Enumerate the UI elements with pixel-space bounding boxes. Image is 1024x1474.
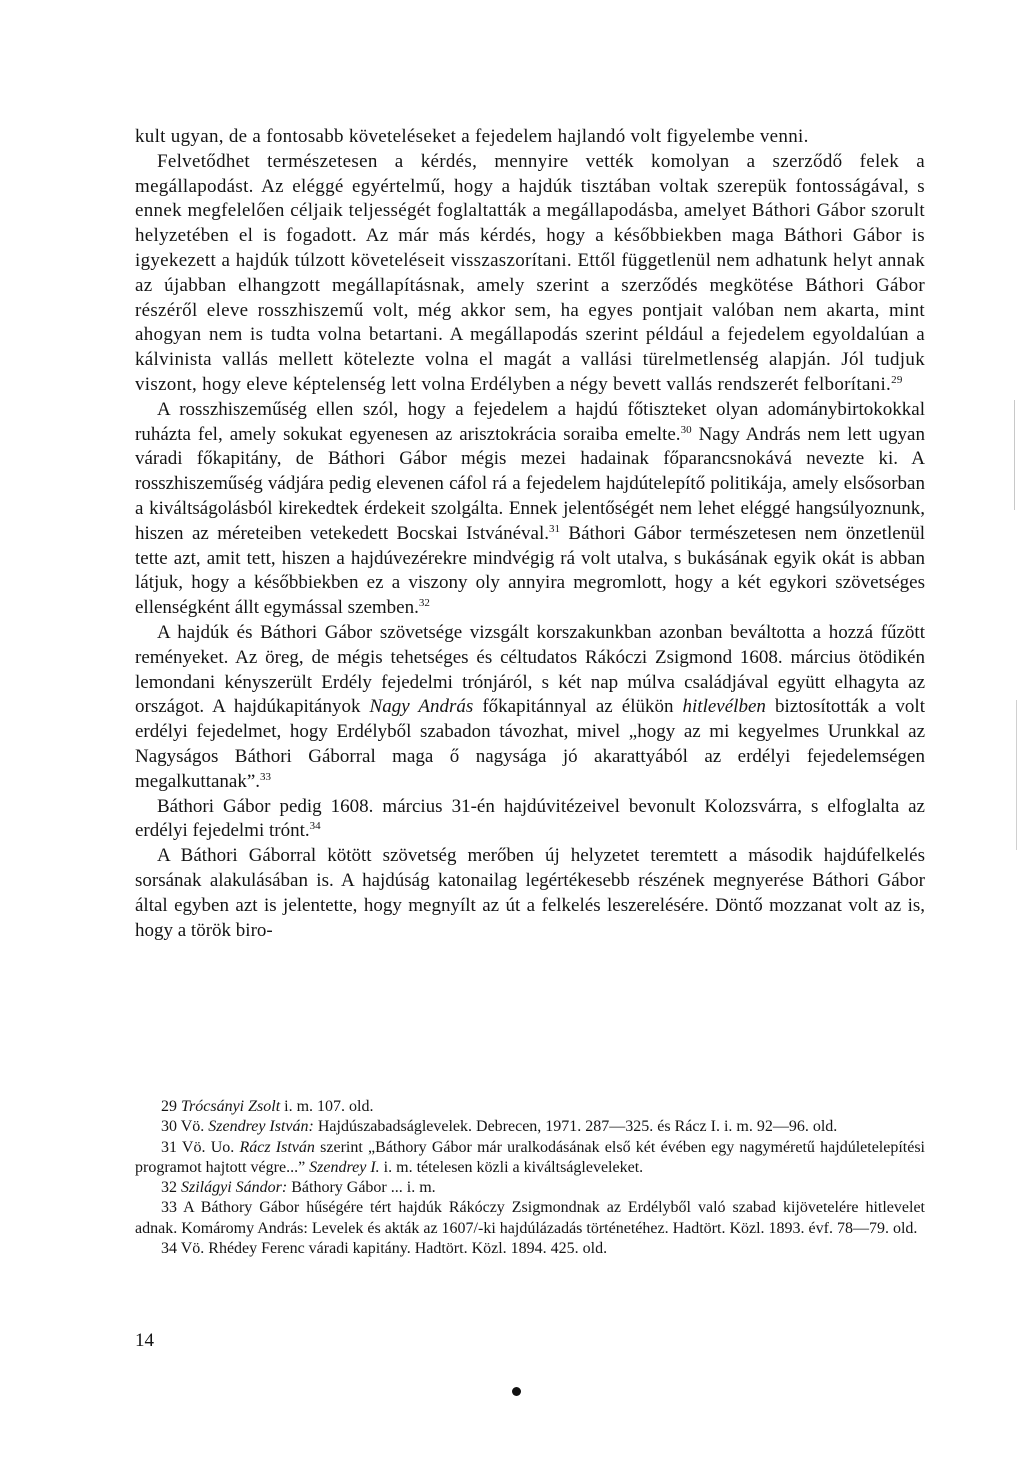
paragraph-4: [135, 621, 925, 795]
text-run: biztosították a volt erdélyi fejedelmet, hogy Erdélyből szabadon távozhat, mivel „hogy az mi kegyelmes Urunkkal az Nagyságos Báthori Gáborral maga ő nagysága jó akarattyából az erdélyi fejedelemségen megalkuttanak”.: [135, 696, 925, 792]
text-run: kult ugyan, de a fontosabb követeléseket a fejedelem hajlandó volt figyelembe venni.: [135, 126, 809, 147]
text-run: Báthori Gábor pedig 1608. március 31-én hajdúvitézeivel bevonult Kolozsvárra, s elfoglalta az erdélyi fejedelmi trónt.: [135, 795, 925, 842]
paragraph-1: [135, 125, 925, 150]
text-run: Nagy András nem lett ugyan váradi főkapitány, de Báthori Gábor mégis mezei hadainak főparancsnokává nevezte ki. A rosszhiszeműség vádjára pedig elevenen cáfol rá a fejedelem hajdútelepítő politikája, amely elsősorban a kiváltságolásból kirekedtek érdekeit szolgálta. Ennek jelentőségét nem lehet eléggé hangsúlyoznunk, hiszen az méreteiben vetekedett Bocskai Istvánéval.: [135, 423, 925, 544]
italic-run: hitlevélben: [682, 696, 766, 718]
text-run: Báthory Gábor ... i. m.: [287, 1179, 436, 1197]
italic-run: Trócsányi Zsolt: [181, 1098, 281, 1115]
footnote-34: [135, 1239, 925, 1259]
footnote-ref: 30: [680, 423, 692, 436]
footnote-33: [135, 1198, 925, 1239]
text-run: Báthori Gábor természetesen nem önzetlenül tette azt, amit tett, hiszen a hajdúvezérekre mindvégig rá volt utalva, s bukásának egyik okát is abban látjuk, hogy a későbbiekben ez a viszony oly annyira megromlott, hogy a két egykori szövetséges ellenségként állt egymással szemben.: [135, 522, 925, 619]
body-text: [135, 125, 925, 943]
text-run: 30 Vö.: [161, 1118, 209, 1136]
italic-run: Nagy András: [369, 696, 474, 718]
text-run: Hajdúszabadságlevelek. Debrecen, 1971. 287—325. és Rácz I. i. m. 92—96. old.: [313, 1118, 838, 1136]
paragraph-6: [135, 844, 925, 943]
text-run: 29: [161, 1098, 181, 1115]
text-run: i. m. tételesen közli a kiváltságleveleket.: [379, 1158, 644, 1176]
footnote-32: [135, 1178, 925, 1198]
text-run: főkapitánnyal az élükön: [473, 696, 683, 718]
footnote-ref: 34: [309, 820, 321, 833]
text-run: A hajdúk és Báthori Gábor szövetsége vizsgált korszakunkban azonban beváltotta a hozzá fűzött reményeket. Az öreg, de mégis tehetséges és céltudatos Rákóczi Zsigmond 1608. március ötödikén lemondani kényszerült Erdély fejedelmi trónjáról, s két nap múlva családjával együtt elhagyta az országot. A hajdúkapitányok: [135, 621, 925, 718]
text-run: 33 A Báthory Gábor hűségére tért hajdúk Rákóczy Zsigmondnak az Erdélyből való szabad kijövetelére hitlevelet adnak. Komáromy András: Levelek és akták az 1607/-ki hajdúlázadás történetéhez. Hadtört. Közl. 1893. évf. 78—79. old.: [135, 1199, 925, 1237]
italic-run: Szilágyi Sándor:: [181, 1179, 288, 1197]
text-run: A Báthori Gáborral kötött szövetség merőben új helyzetet teremtett a második hajdúfelkelés sorsának alakulásában is. A hajdúság katonailag legértékesebb részének megnyerése Báthori Gábor által egyben azt is jelentette, hogy megnyílt az út a felkelés leszerelésére. Döntő mozzanat volt az is, hogy a török biro-: [135, 845, 925, 941]
footnote-ref: 29: [891, 373, 903, 386]
footnotes: [135, 1097, 925, 1259]
footnote-ref: 32: [418, 597, 430, 610]
footnote-29: [135, 1097, 925, 1117]
text-run: Felvetődhet természetesen a kérdés, mennyire vették komolyan a szerződő felek a megállapodást. Az eléggé egyértelmű, hogy a hajdúk tisztában voltak szerepük fontosságával, s ennek megfelelően céljaik teljességét foglaltatták a megállapodásba, amelyet Báthori Gábor szorult helyzetében el is fogadott. Az már más kérdés, hogy a későbbiekben maga Báthori Gábor is igyekezett a hajdúk túlzott követeléseit visszaszorítani. Ettől függetlenül nem adhatunk helyt annak az újabban elhangzott megállapításnak, amely szerint a szerződés megkötése Báthori Gábor részéről eleve rosszhiszemű volt, még akkor sem, ha egyes pontjait valóban nem akarta, mint ahogyan nem is tudta volna betartani. A megállapodás szerint például a fejedelem egyoldalúan a kálvinista vallás mellett kötelezte volna el magát a vallási türelmetlenség alapján. Jól tudjuk viszont, hogy eleve képtelenség lett volna Erdélyben a négy bevett vallás rendszerét felborítani.: [135, 150, 925, 395]
print-dot: [512, 1387, 521, 1396]
text-run: A rosszhiszeműség ellen szól, hogy a fejedelem a hajdú főtiszteket olyan adománybirtokokkal ruházta fel, amely sokukat egyenesen az arisztokrácia soraiba emelte.: [135, 398, 925, 445]
italic-run: Szendrey István:: [208, 1118, 314, 1136]
text-run: 31 Vö. Uo.: [161, 1138, 240, 1156]
text-run: szerint „Báthory Gábor már uralkodásának első két évében egy nagyméretű hajdúletelepítési programot hajtott végre...”: [135, 1138, 926, 1176]
footnote-31: [135, 1138, 925, 1179]
footnote-ref: 31: [549, 522, 561, 535]
paragraph-2: [135, 150, 925, 398]
text-run: 32: [161, 1179, 181, 1197]
scan-edge-mark: [1014, 400, 1015, 510]
page-number: 14: [135, 1330, 154, 1351]
paragraph-5: [135, 795, 925, 845]
text-run: 34 Vö. Rhédey Ferenc váradi kapitány. Hadtört. Közl. 1894. 425. old.: [161, 1240, 608, 1258]
paragraph-3: [135, 398, 925, 621]
italic-run: Szendrey I.: [309, 1158, 380, 1176]
scan-edge-mark: [1016, 700, 1017, 850]
footnote-ref: 33: [260, 770, 272, 783]
italic-run: Rácz István: [239, 1138, 315, 1156]
text-run: i. m. 107. old.: [280, 1098, 374, 1115]
footnote-30: [135, 1117, 925, 1137]
